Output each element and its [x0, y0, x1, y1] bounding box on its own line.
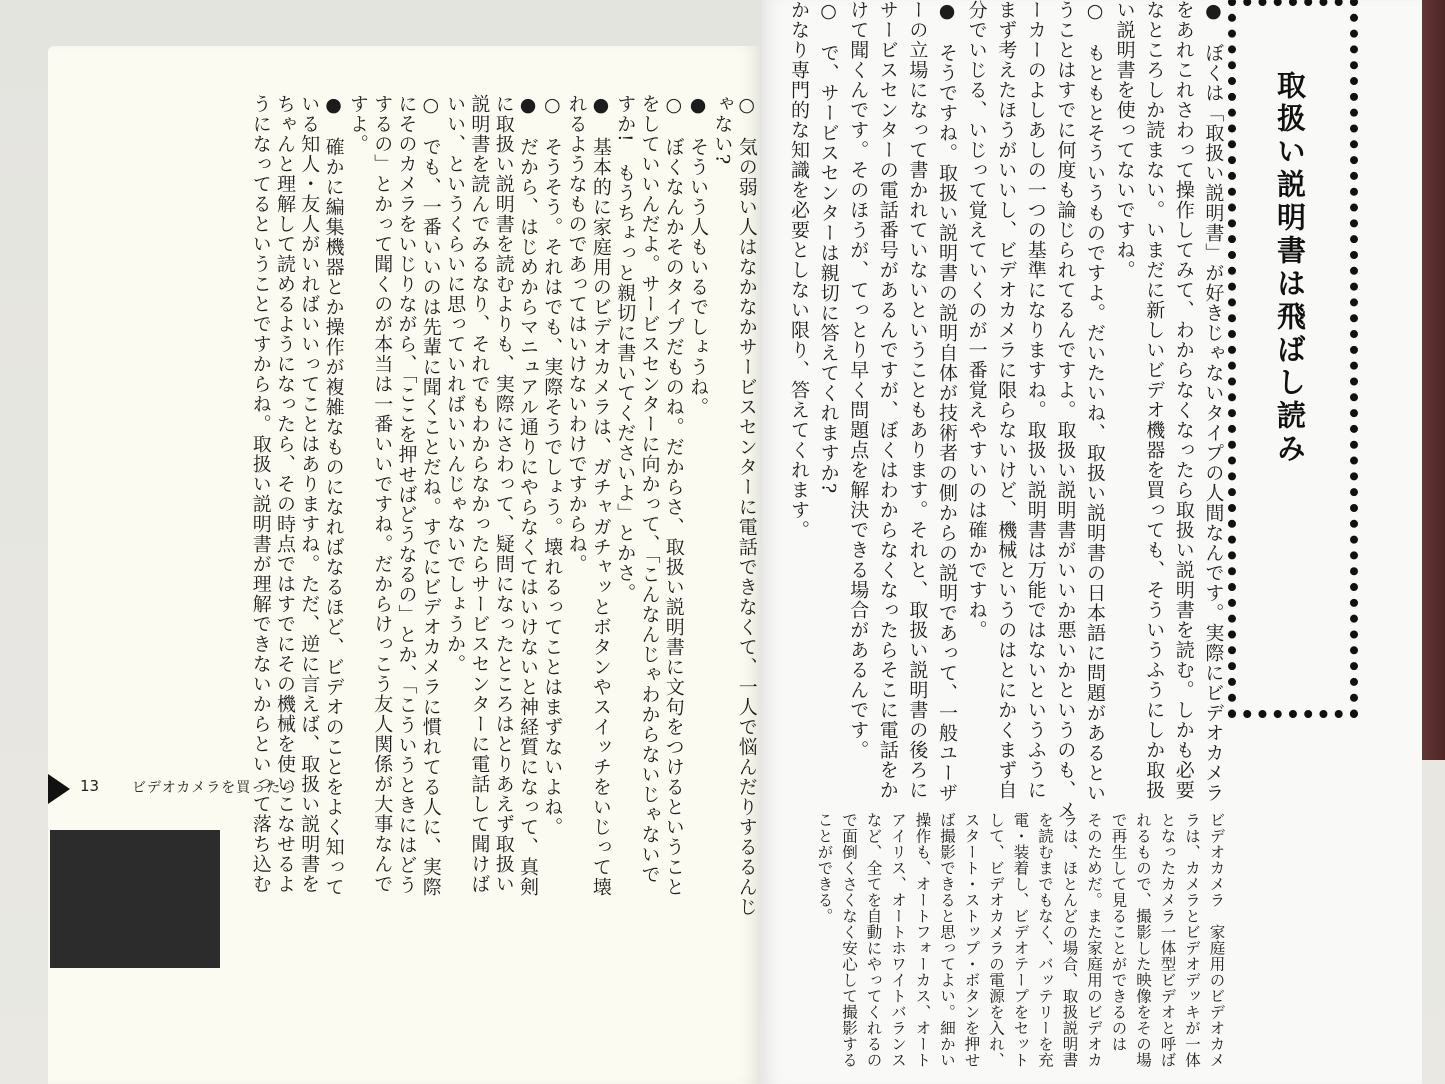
text-line: ○ そうそう。それはでも、実際そうでしょう。壊れるってことはまずないよね。 — [541, 94, 564, 837]
text-line: かなり専門的な知識を必要としない限り、答えてくれます。 — [788, 0, 810, 540]
text-line: ○ ぼくなんかそのタイプだものね。だからさ、取扱い説明書に文句をつけるということ — [662, 94, 685, 897]
text-line: ● そういう人もいるでしょうね。 — [687, 94, 710, 417]
text-line: ○ 気の弱い人はなかなかサービスセンターに電話できなくて、一人で悩んだりするるんじ — [735, 94, 758, 917]
text-line: そのためだ。また家庭用のビデオカ — [1085, 812, 1103, 1068]
text-line: ○ でも、一番いいのは先輩に聞くことだね。すでにビデオカメラに慣れてる人に、実際 — [419, 94, 442, 897]
text-line: ことができる。 — [815, 812, 834, 924]
text-line: など、全てを自動にやってくれるの — [864, 812, 883, 1068]
text-line: ば撮影できると思ってよい。細かい — [938, 812, 956, 1068]
text-line: すよ。 — [346, 94, 369, 154]
page-number: 13 — [80, 777, 100, 795]
text-line: アイリス、オートホワイトバランス — [889, 812, 907, 1068]
text-line: ちゃんと理解して読めるようになったら、その時点ではすでにその機械を使いこなせるよ — [274, 94, 296, 894]
text-line: するの」とかって聞くのが本当は一番いいですね。だからけっこう友人関係が大事なんで — [371, 94, 394, 894]
text-line: ● ぼくは「取扱い説明書」が好きじゃないタイプの人間なんです。実際にビデオカメラ — [1202, 0, 1225, 803]
left-page — [48, 46, 760, 1084]
text-line: ビデオカメラ 家庭用のビデオカメ — [1207, 812, 1226, 1068]
text-line: ○ で、サービスセンターは親切に答えてくれますか? — [817, 0, 840, 495]
text-line: けて聞くんです。そのほうが、てっとり早く問題点を解決できる場合があるんです。 — [847, 0, 870, 760]
text-line: となったカメラ一体型ビデオと呼ば — [1158, 812, 1177, 1068]
text-line: ● だから、はじめからマニュアル通りにやらなくてはいけないと神経質になって、真剣 — [517, 94, 539, 897]
text-line: れるもので、撮影した映像をその場 — [1134, 812, 1152, 1068]
text-line: 分でいじる、いじって覚えていくのが一番覚えやすいのは確かですね。 — [965, 0, 988, 640]
right-page-body — [780, 0, 1230, 820]
text-line: まず考えたほうがいいし、ビデオカメラに限らないけど、機械というのはとにかくまず自 — [995, 0, 1018, 800]
glossary-note — [790, 812, 1230, 1084]
text-line: うことはすでに何度も論じられてるんですよ。取扱い説明書がいいか悪いかというのも、メ — [1054, 0, 1077, 820]
text-line: 操作も、オートフォーカス、オート — [913, 812, 932, 1068]
text-line: ーカーのよしあしの一つの基準になりますね。取扱い説明書は万能ではないというふうに — [1024, 0, 1047, 800]
section-title-box — [1228, 0, 1358, 718]
text-line: して、ビデオカメラの電源を入れ、 — [987, 812, 1005, 1068]
right-page — [762, 0, 1422, 1084]
section-title: 取扱い説明書は飛ばし読み — [1273, 70, 1307, 466]
text-line: をあれこれさわって操作してみて、わからなくなったら取扱い説明書を読む。しかも必要 — [1172, 0, 1195, 800]
text-line: にそのカメラをいじりながら、「ここを押せばどうなるの」とか、「こういうときにはどう — [395, 94, 418, 895]
text-line: ゃない? — [711, 94, 734, 166]
text-line: スタート・ストップ・ボタンを押せ — [962, 812, 981, 1068]
chapter-black-block — [50, 830, 220, 968]
text-line: すか! もうちょっと親切に書いてくださいよ」とかさ。 — [614, 94, 637, 603]
text-line: ● そうですね。取扱い説明書の説明自体が技術者の側からの説明であって、一般ユーザ — [936, 0, 958, 803]
text-line: れるようなものであってはいけないわけですからね。 — [565, 94, 588, 574]
text-line: ラは、カメラとビデオデッキが一体 — [1183, 812, 1201, 1068]
text-line: ーの立場になって書かれていないということもあります。それと、取扱い説明書の後ろに — [906, 0, 929, 800]
text-line: ラは、ほとんどの場合、取扱説明書 — [1060, 812, 1079, 1068]
page-marker-triangle-icon — [48, 774, 70, 804]
text-line: い説明書を使ってないですね。 — [1113, 0, 1136, 280]
text-line: 電・装着し、ビデオテープをセット — [1011, 812, 1030, 1068]
text-line: いる知人・友人がいればいいってことはありますね。ただ、逆に言えば、取扱い説明書を — [298, 94, 321, 894]
text-line: 説明書を読んでみるなり、それでもわからなかったらサービスセンターに電話して聞けば — [468, 94, 491, 894]
text-line: いい、というくらいに思っていればいいんじゃないでしょうか。 — [444, 94, 467, 674]
text-line: うになってるということですからね。取扱い説明書が理解できないからといって落ち込む — [249, 94, 272, 894]
left-page-body — [248, 94, 758, 917]
text-line: をしていいんだよ。サービスセンターに向かって、「こんなんじゃわからないじゃないで — [638, 94, 661, 885]
text-line: ● 確かに編集機器とか操作が複雑なものになればなるほど、ビデオのことをよく知って — [322, 94, 345, 897]
text-line: に取扱い説明書を読むよりも、実際にさわって、疑問になったところはとりあえず取扱い — [492, 94, 515, 894]
text-line: を読むまでもなく、バッテリーを充 — [1036, 812, 1054, 1068]
text-line: ● 基本的に家庭用のビデオカメラは、ガチャガチャッとボタンやスイッチをいじって壊 — [589, 94, 612, 897]
text-line: なところしか読まない。いまだに新しいビデオ機器を買っても、そういうふうにしか取扱 — [1143, 0, 1166, 800]
text-line: で再生して見ることができるのは — [1109, 812, 1128, 1052]
text-line: サービスセンターの電話番号があるんですが、ぼくはわからなくなったらそこに電話をか — [876, 0, 899, 800]
text-line: ○ もともとそういうものですよ。だいたいね、取扱い説明書の日本語に問題があるとい — [1084, 0, 1106, 803]
text-line: で面倒くさくなく安心して撮影する — [840, 812, 858, 1068]
running-header: ビデオカメラを買ったら — [132, 780, 297, 796]
